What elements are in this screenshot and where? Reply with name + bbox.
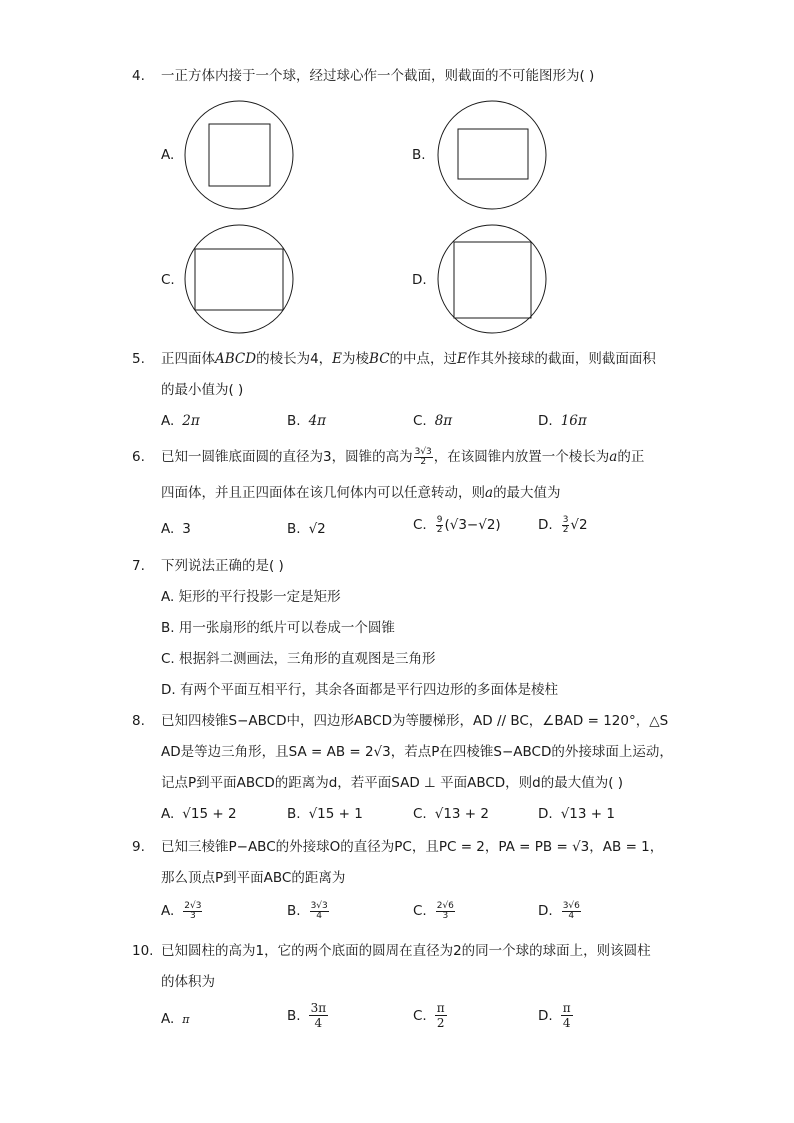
option-d: D. $\frac{3√6}{4}$ (538, 900, 580, 921)
question-stem-continued: 那么顶点P到平面ABC的距离为 (161, 870, 346, 886)
option-c: C. 根据斜二测画法，三角形的直观图是三角形 (161, 651, 436, 667)
option-a: A. $\frac{2√3}{3}$ (161, 900, 202, 921)
figure-circle-inscribed-rectangle (184, 224, 294, 334)
question-stem: 已知一圆锥底面圆的直径为3，圆锥的高为 $\frac{3√3}{2}$ ，在该圆锥内放置一个棱长为a的正 (161, 446, 645, 467)
option-c: C. 8π (413, 413, 453, 429)
option-label-c: C. (161, 272, 175, 288)
question-stem: 正四面体ABCD的棱长为4，E为棱BC的中点，过E作其外接球的截面，则截面面积 (161, 351, 656, 367)
option-b: B. √2 (287, 521, 326, 537)
option-a: A. 2π (161, 413, 200, 429)
option-d: D. $\frac{\pi}{4}$ (538, 1001, 571, 1030)
figure-circle-square (184, 100, 294, 210)
question-number: 10. (132, 943, 154, 959)
question-number: 8. (132, 713, 145, 729)
option-d: D. 16π (538, 413, 587, 429)
option-d: D. √13 + 1 (538, 806, 615, 822)
question-stem-continued: 记点P到平面ABCD的距离为d，若平面SAD ⊥ 平面ABCD，则d的最大值为( ) (161, 775, 624, 791)
question-stem: 下列说法正确的是( ) (161, 558, 284, 574)
option-b: B. √15 + 1 (287, 806, 363, 822)
question-number: 6. (132, 449, 145, 465)
question-stem: 已知圆柱的高为1，它的两个底面的圆周在直径为2的同一个球的球面上，则该圆柱 (161, 943, 651, 959)
option-label-a: A. (161, 147, 175, 163)
option-c: C. $\frac{9}{2}$ (√3−√2) (413, 514, 501, 535)
option-d: D. $\frac{3}{2}$ √2 (538, 514, 588, 535)
option-c: C. $\frac{\pi}{2}$ (413, 1001, 445, 1030)
question-stem-continued: 的体积为 (161, 974, 215, 990)
option-label-b: B. (412, 147, 426, 163)
question-stem: 已知四棱锥S−ABCD中，四边形ABCD为等腰梯形，AD // BC，∠BAD = 120°，△S (161, 713, 669, 729)
figure-circle-rectangle (437, 100, 547, 210)
option-a: A. 矩形的平行投影一定是矩形 (161, 589, 341, 605)
question-number: 5. (132, 351, 145, 367)
height-fraction: $\frac{3√3}{2}$ (414, 446, 432, 467)
question-number: 4. (132, 68, 145, 84)
option-label-d: D. (412, 272, 427, 288)
option-d: D. 有两个平面互相平行，其余各面都是平行四边形的多面体是棱柱 (161, 682, 558, 698)
option-a: A. √15 + 2 (161, 806, 237, 822)
figure-circle-inscribed-square (437, 224, 547, 334)
question-stem: 一正方体内接于一个球，经过球心作一个截面，则截面的不可能图形为( ) (161, 68, 595, 84)
question-stem-continued: 四面体，并且正四面体在该几何体内可以任意转动，则a的最大值为 (161, 485, 561, 501)
option-b: B. $\frac{3√3}{4}$ (287, 900, 328, 921)
question-stem: 已知三棱锥P−ABC的外接球O的直径为PC，且PC = 2，PA = PB = √3，AB = 1， (161, 839, 664, 855)
option-b: B. 4π (287, 413, 327, 429)
question-stem-continued: AD是等边三角形，且SA = AB = 2√3，若点P在四棱锥S−ABCD的外接球面上运动， (161, 744, 673, 760)
option-b: B. 用一张扇形的纸片可以卷成一个圆锥 (161, 620, 395, 636)
option-a: A. 3 (161, 521, 191, 537)
question-number: 7. (132, 558, 145, 574)
option-a: A. π (161, 1011, 190, 1027)
question-stem-continued: 的最小值为( ) (161, 382, 244, 398)
option-c: C. $\frac{2√6}{3}$ (413, 900, 454, 921)
option-c: C. √13 + 2 (413, 806, 489, 822)
option-b: B. $\frac{3\pi}{4}$ (287, 1001, 327, 1030)
question-number: 9. (132, 839, 145, 855)
